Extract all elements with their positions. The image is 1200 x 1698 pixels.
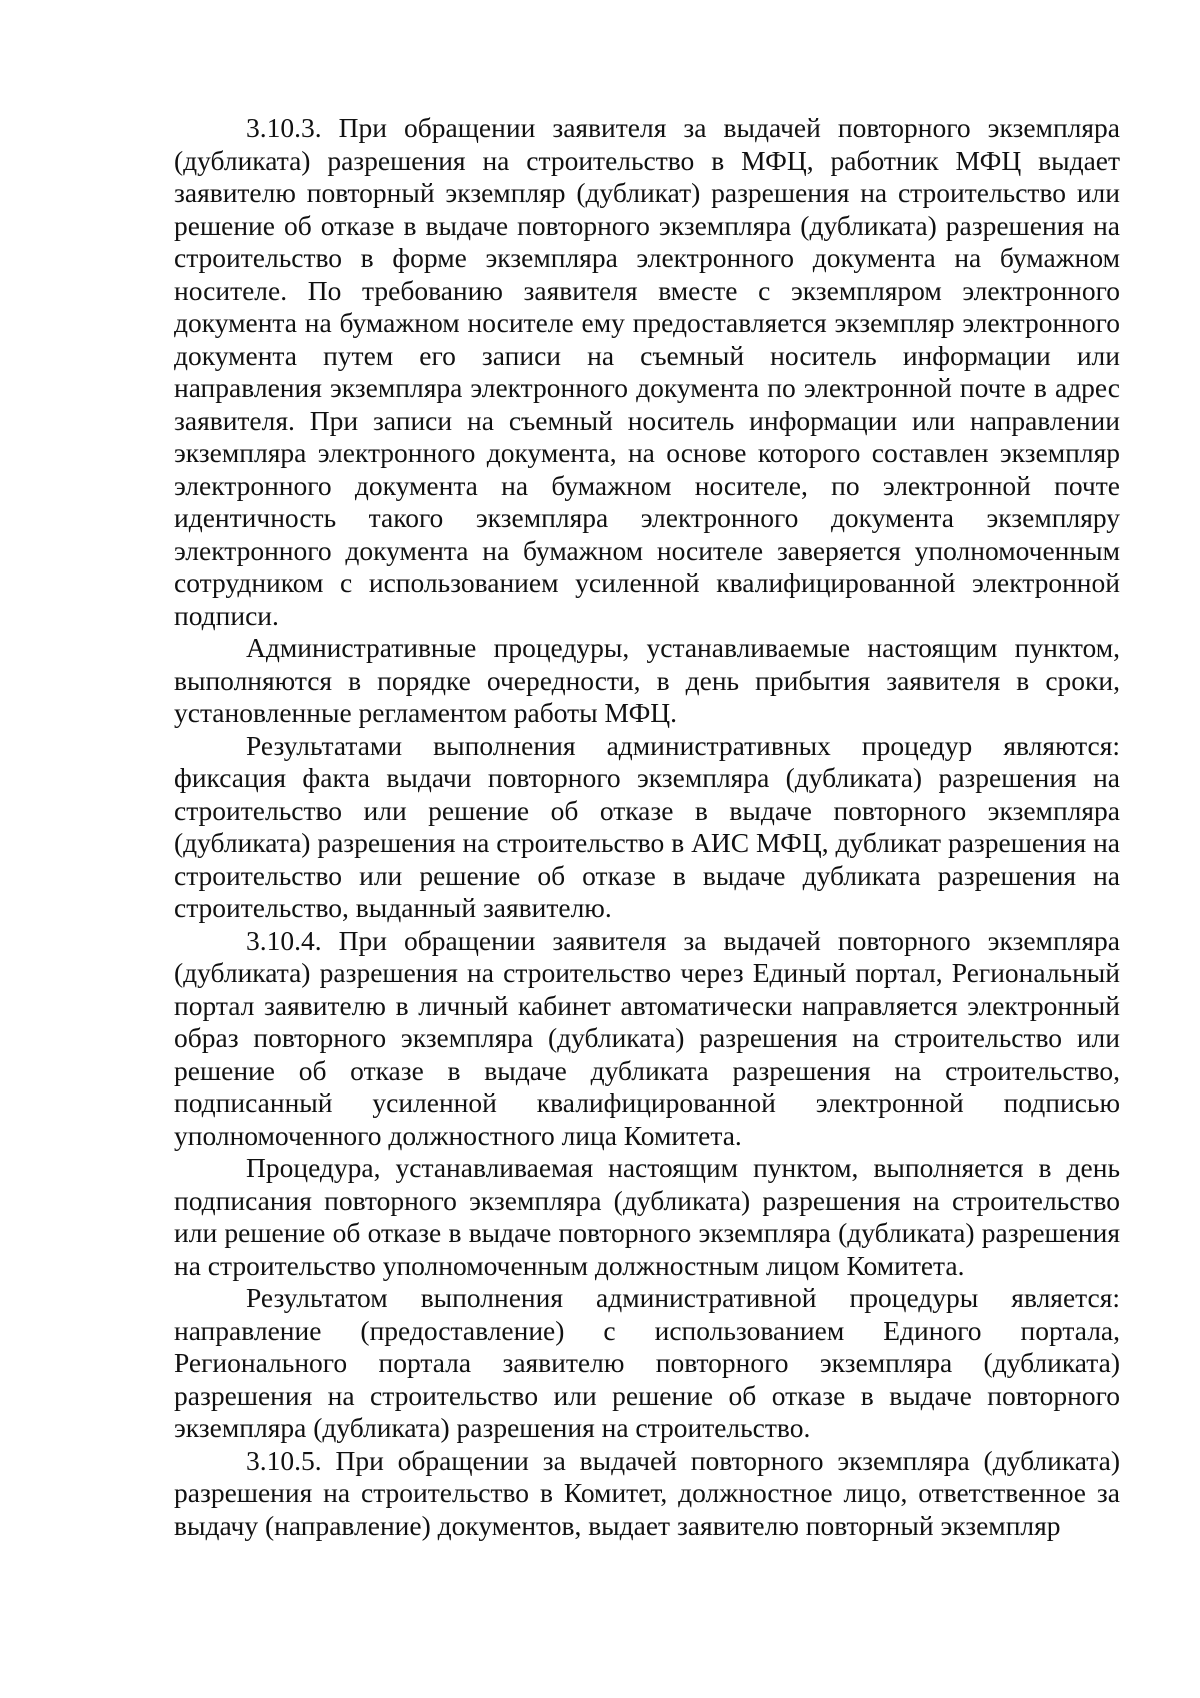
paragraph-procedure-timing: Процедура, устанавливаемая настоящим пунктом, выполняется в день подписания повторного экземпляра (дубликата) разрешения на строительство или решение об отказе в выдаче повторного экземпляра (дубликата) разрешения на строительство уполномоченным должностным лицом Комитета. (174, 1152, 1120, 1281)
paragraph-3-10-5: 3.10.5. При обращении за выдачей повторного экземпляра (дубликата) разрешения на строительство в Комитет, должностное лицо, ответственное за выдачу (направление) документов, выдает заявителю повторный экземпляр (174, 1444, 1120, 1541)
paragraph-3-10-3: 3.10.3. При обращении заявителя за выдачей повторного экземпляра (дубликата) разрешения на строительство в МФЦ, работник МФЦ выдает заявителю повторный экземпляр (дубликат) разрешения на строительство или решение об отказе в выдаче повторного экземпляра (дубликата) разрешения на строительство в форме экземпляра электронного документа на бумажном носителе. По требованию заявителя вместе с экземпляром электронного документа на бумажном носителе ему предоставляется экземпляр электронного документа путем его записи на съемный носитель информации или направления экземпляра электронного документа по электронной почте в адрес заявителя. При записи на съемный носитель информации или направлении экземпляра электронного документа, на основе которого составлен экземпляр электронного документа на бумажном носителе, по электронной почте идентичность такого экземпляра электронного документа экземпляру электронного документа на бумажном носителе заверяется уполномоченным сотрудником с использованием усиленной квалифицированной электронной подписи. (174, 112, 1120, 631)
paragraph-procedure-result: Результатом выполнения административной процедуры является: направление (предоставление) с использованием Единого портала, Регионального портала заявителю повторного экземпляра (дубликата) разрешения на строительство или решение об отказе в выдаче повторного экземпляра (дубликата) разрешения на строительство. (174, 1282, 1120, 1443)
paragraph-3-10-4: 3.10.4. При обращении заявителя за выдачей повторного экземпляра (дубликата) разрешения на строительство через Единый портал, Региональный портал заявителю в личный кабинет автоматически направляется электронный образ повторного экземпляра (дубликата) разрешения на строительство или решение об отказе в выдаче дубликата разрешения на строительство, подписанный усиленной квалифицированной электронной подписью уполномоченного должностного лица Комитета. (174, 924, 1120, 1151)
document-body (174, 112, 1120, 1542)
paragraph-procedure-results: Результатами выполнения административных процедур являются: фиксация факта выдачи повторного экземпляра (дубликата) разрешения на строительство или решение об отказе в выдаче повторного экземпляра (дубликата) разрешения на строительство в АИС МФЦ, дубликат разрешения на строительство или решение об отказе в выдаче дубликата разрешения на строительство, выданный заявителю. (174, 729, 1120, 923)
paragraph-admin-procedures: Административные процедуры, устанавливаемые настоящим пунктом, выполняются в порядке очередности, в день прибытия заявителя в сроки, установленные регламентом работы МФЦ. (174, 632, 1120, 728)
